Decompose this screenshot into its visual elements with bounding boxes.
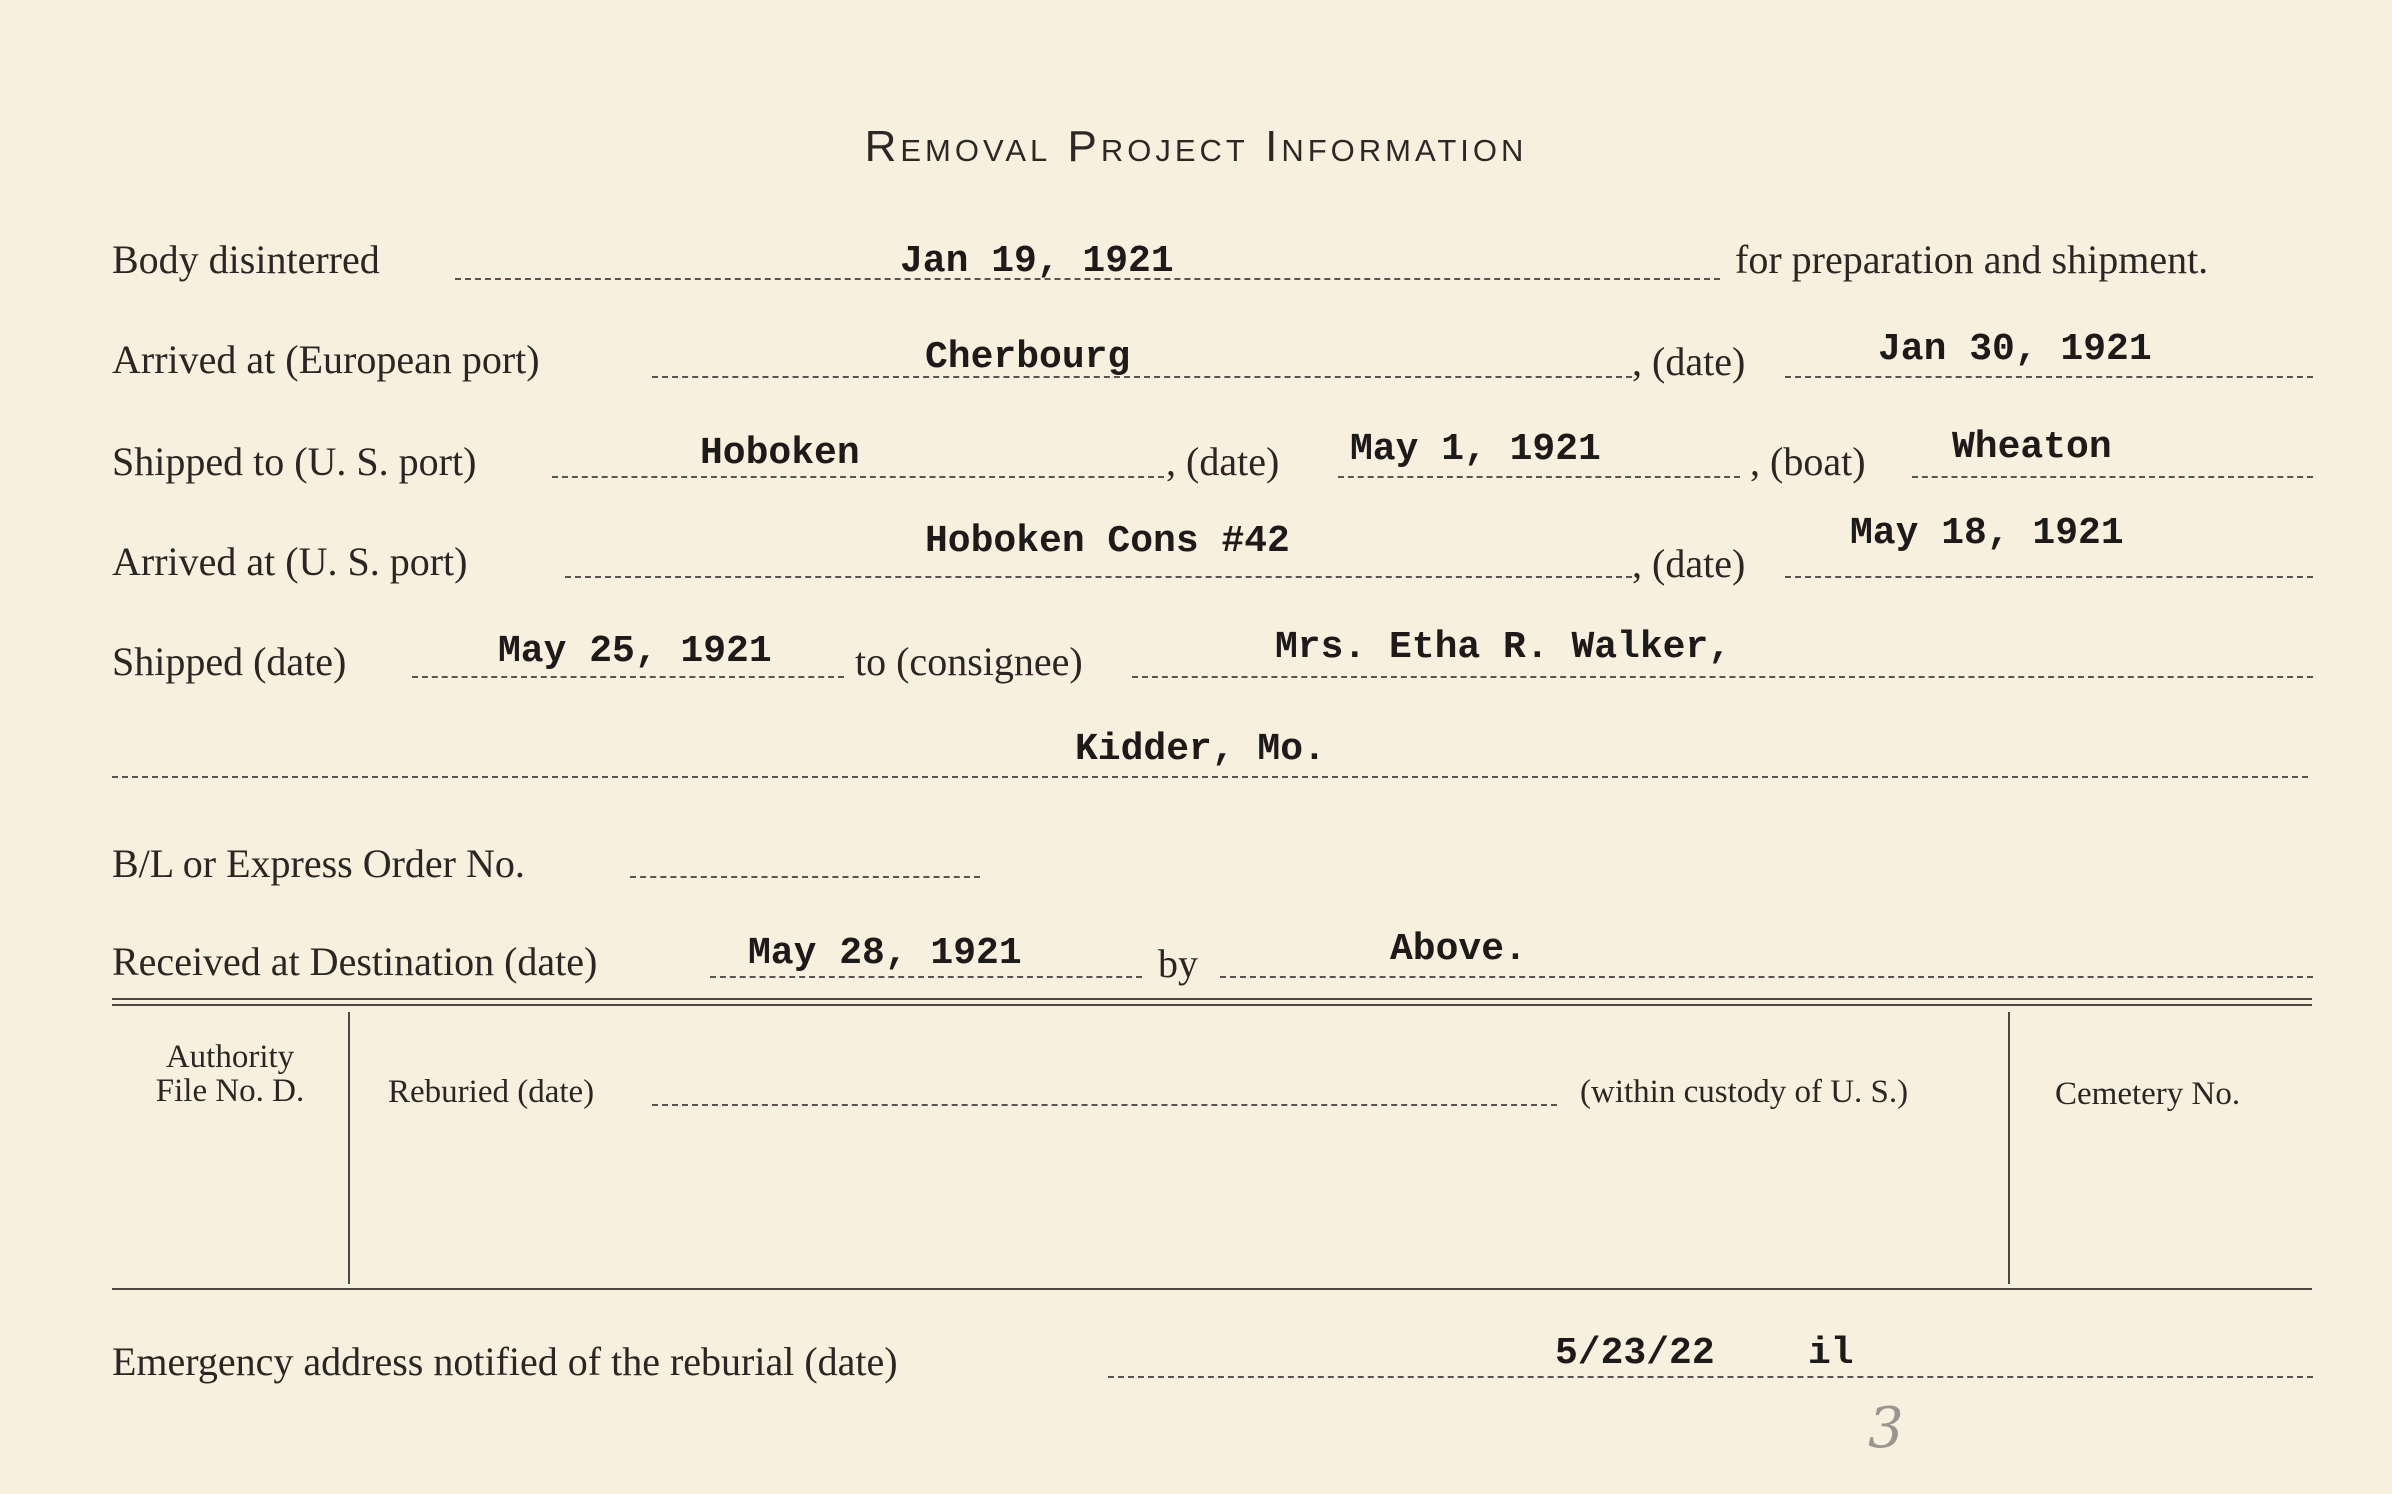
shipped-date-line (412, 676, 844, 678)
custody-label: (within custody of U. S.) (1580, 1074, 1909, 1110)
consignee-value: Mrs. Etha R. Walker, (1275, 626, 1732, 669)
pencil-mark: 3 (1868, 1396, 1904, 1461)
reburied-line (652, 1104, 1557, 1106)
table-top-rule (112, 998, 2312, 1006)
consignee-address-value: Kidder, Mo. (1075, 728, 1326, 771)
shipped-date-label: Shipped (date) (112, 639, 347, 684)
consignee-line (1132, 676, 2313, 678)
received-by-line (1220, 976, 2313, 978)
authority-label-line2: File No. D. (155, 1073, 305, 1109)
received-by-value: Above. (1390, 928, 1527, 971)
bl-order-line (630, 876, 980, 878)
arrived-european-port-label: Arrived at (European port) (112, 337, 540, 382)
shipped-to-us-port-label: Shipped to (U. S. port) (112, 439, 477, 484)
authority-label (112, 1040, 348, 1108)
received-destination-line (710, 976, 1142, 978)
table-divider-left (348, 1012, 350, 1284)
shipped-to-us-port-line (552, 476, 1164, 478)
shipped-to-us-port-value: Hoboken (700, 432, 860, 475)
cemetery-label: Cemetery No. (2055, 1076, 2241, 1112)
shipped-to-us-boat-label: , (boat) (1750, 439, 1866, 484)
card-title: Removal Project Information (864, 122, 1528, 171)
bl-order-label: B/L or Express Order No. (112, 841, 525, 886)
shipped-date-value: May 25, 1921 (498, 630, 772, 673)
emergency-line (1108, 1376, 2313, 1378)
emergency-initials: il (1808, 1332, 1854, 1375)
authority-label-line1: Authority (165, 1039, 295, 1075)
arrived-us-port-value: Hoboken Cons #42 (925, 520, 1290, 563)
shipped-to-us-date-label: , (date) (1166, 439, 1280, 484)
shipped-to-us-boat-line (1912, 476, 2313, 478)
body-disinterred-label: Body disinterred (112, 237, 380, 282)
consignee-address-line (112, 776, 2308, 778)
received-by-label: by (1158, 941, 1198, 986)
arrived-us-date-label: , (date) (1632, 541, 1746, 586)
arrived-european-date-line (1785, 376, 2313, 378)
arrived-us-port-label: Arrived at (U. S. port) (112, 539, 468, 584)
shipped-to-us-date-line (1338, 476, 1740, 478)
reburied-label: Reburied (date) (388, 1074, 595, 1110)
arrived-european-port-value: Cherbourg (925, 336, 1131, 379)
arrived-european-date-value: Jan 30, 1921 (1878, 328, 2152, 371)
emergency-label: Emergency address notified of the reburial (date) (112, 1339, 898, 1384)
table-divider-right (2008, 1012, 2010, 1284)
body-disinterred-value: Jan 19, 1921 (900, 240, 1174, 283)
arrived-european-port-line (652, 376, 1632, 378)
consignee-label: to (consignee) (855, 639, 1083, 684)
arrived-us-port-line (565, 576, 1632, 578)
table-bottom-rule (112, 1288, 2312, 1290)
arrived-european-date-label: , (date) (1632, 339, 1746, 384)
body-disinterred-suffix: for preparation and shipment. (1735, 237, 2209, 282)
arrived-us-date-line (1785, 576, 2313, 578)
shipped-to-us-date-value: May 1, 1921 (1350, 428, 1601, 471)
received-destination-label: Received at Destination (date) (112, 939, 598, 984)
emergency-value: 5/23/22 (1555, 1332, 1715, 1375)
shipped-to-us-boat-value: Wheaton (1952, 426, 2112, 469)
received-destination-value: May 28, 1921 (748, 932, 1022, 975)
arrived-us-date-value: May 18, 1921 (1850, 512, 2124, 555)
